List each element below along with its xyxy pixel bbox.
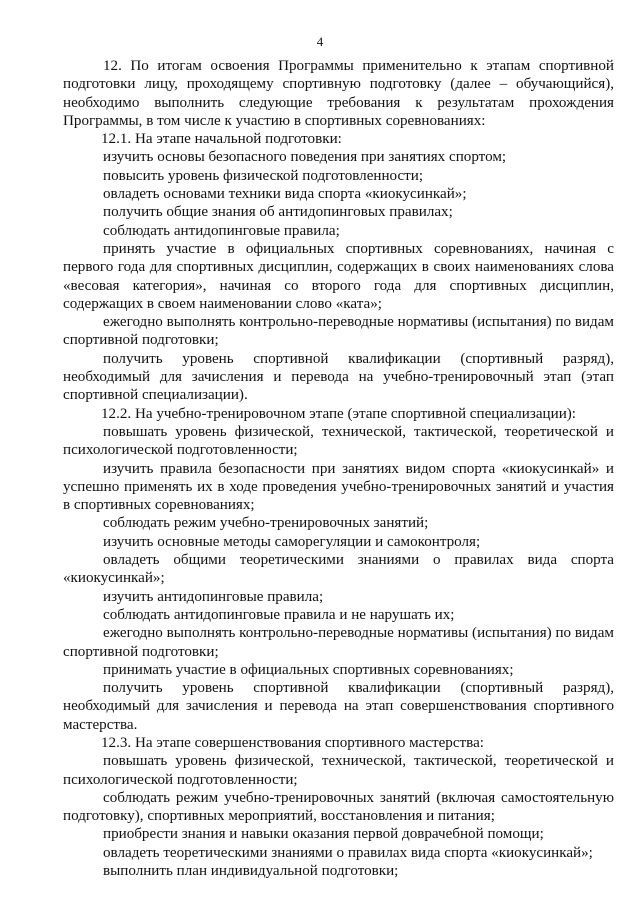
requirement-item: изучить основные методы саморегуляции и самоконтроля; [103,533,481,550]
requirement-item: изучить правила безопасности при занятиях видом спорта «киокусинкай» и успешно применять их в ходе проведения учебно-тренировочных занятий и участия в спортивных соревнованиях; [63,460,614,514]
requirement-item: выполнить план индивидуальной подготовки; [103,863,399,880]
requirement-item: соблюдать антидопинговые правила; [103,222,340,239]
heading-12-1: 12.1. На этапе начальной подготовки: [101,131,342,148]
requirement-item: получить уровень спортивной квалификации (спортивный разряд), необходимый для зачисления и перевода на этап совершенствования спортивного мастерства. [63,680,614,733]
requirement-item: изучить антидопинговые правила; [103,588,324,605]
requirement-item: повышать уровень физической, технической, тактической, теоретической и психологической подготовленности; [63,753,614,788]
requirement-item: соблюдать режим учебно-тренировочных занятий; [103,515,429,532]
requirement-item: повысить уровень физической подготовленности; [103,167,424,184]
requirement-item: принять участие в официальных спортивных соревнованиях, начиная с первого года для спортивных дисциплин, содержащих в своих наименованиях слова «весовая категория», начиная со второго года для спортивных дисциплин, содержащих в своем наименовании слово «ката»; [63,240,614,312]
requirement-item: овладеть общими теоретическими знаниями о правилах вида спорта «киокусинкай»; [63,552,614,587]
heading-12-2: 12.2. На учебно-тренировочном этапе (этапе спортивной специализации): [101,405,576,422]
requirement-item: повышать уровень физической, технической, тактической, теоретической и психологической подготовленности; [63,423,614,459]
requirement-item: овладеть основами техники вида спорта «киокусинкай»; [103,186,467,203]
requirement-item: приобрести знания и навыки оказания первой доврачебной помощи; [103,826,544,843]
requirement-item: овладеть теоретическими знаниями о правилах вида спорта «киокусинкай»; [103,844,593,861]
paragraph-12-intro: 12. По итогам освоения Программы применительно к этапам спортивной подготовки лицу, проходящему спортивную подготовку (далее – обучающийся), необходимо выполнить следующие требования к результатам прохождения Программы, в том числе к участию в спортивных соревнованиях: [63,58,614,129]
requirement-item: соблюдать антидопинговые правила и не нарушать их; [103,606,455,623]
requirement-item: получить уровень спортивной квалификации (спортивный разряд), необходимый для зачисления и перевода на учебно-тренировочный этап (этап спортивной специализации). [63,350,614,404]
heading-12-3: 12.3. На этапе совершенствования спортивного мастерства: [101,734,484,751]
requirement-item: соблюдать режим учебно-тренировочных занятий (включая самостоятельную подготовку), спортивных мероприятий, восстановления и питания; [63,789,614,825]
requirement-item: получить общие знания об антидопинговых правилах; [103,204,453,221]
requirement-item: изучить основы безопасного поведения при занятиях спортом; [103,149,507,166]
page-number: 4 [316,34,324,49]
requirement-item: принимать участие в официальных спортивных соревнованиях; [103,661,514,678]
requirement-item: ежегодно выполнять контрольно-переводные нормативы (испытания) по видам спортивной подготовки; [63,625,614,660]
document-body [63,57,614,880]
requirement-item: ежегодно выполнять контрольно-переводные нормативы (испытания) по видам спортивной подготовки; [63,314,614,349]
